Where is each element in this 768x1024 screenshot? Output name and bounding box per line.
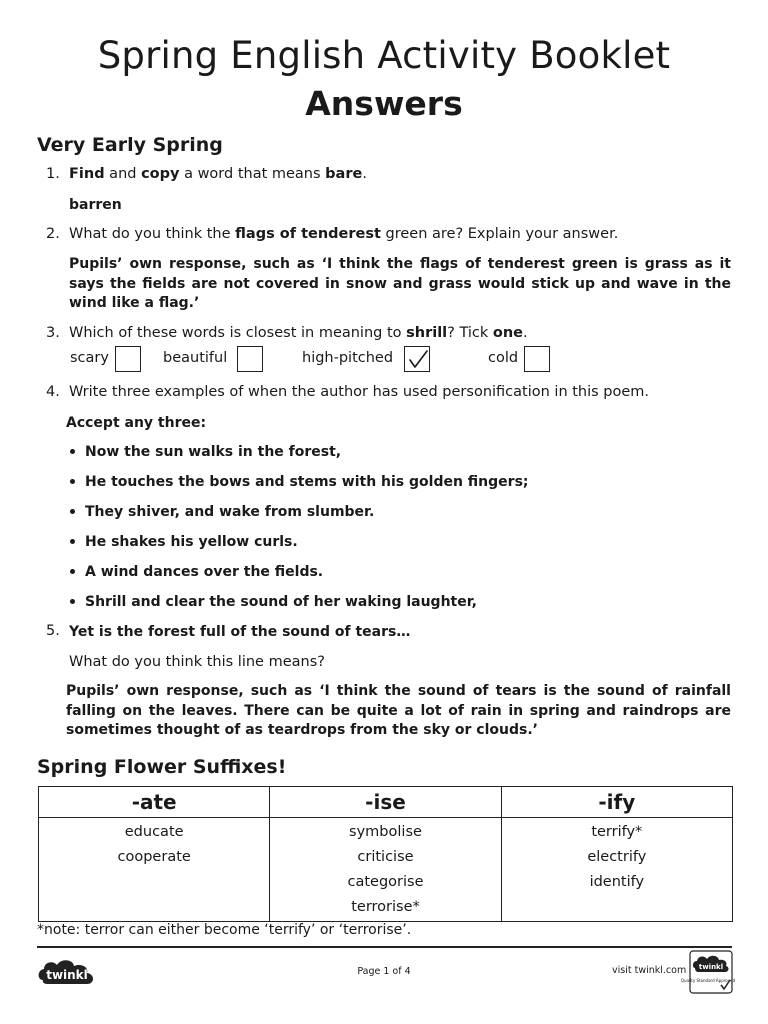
checkbox-cold[interactable] <box>524 346 550 372</box>
page-title: Spring English Activity Booklet <box>97 34 671 77</box>
column-header-ate: -ate <box>39 787 270 818</box>
question-4: Write three examples of when the author has used personification in this poem. <box>69 384 650 400</box>
quality-badge <box>680 950 736 994</box>
suffix-table <box>38 786 733 922</box>
question-5-quote: Yet is the forest full of the sound of tears… <box>69 624 411 640</box>
column-header-ify: -ify <box>501 787 732 818</box>
option-label: scary <box>70 350 109 366</box>
word: categorise <box>347 874 424 890</box>
column-ate-cell <box>39 818 270 922</box>
bullet-icon <box>70 479 75 484</box>
section-heading-very-early-spring: Very Early Spring <box>37 134 223 156</box>
table-header-row <box>39 787 733 818</box>
question-number: 3. <box>46 325 60 341</box>
word: symbolise <box>349 824 422 840</box>
footer-divider <box>37 946 732 948</box>
bullet-icon <box>70 449 75 454</box>
answer-5: Pupils’ own response, such as ‘I think the sound of tears is the sound of rainfall falling on the leaves. There can be quite a lot of rain in spring and raindrops are sometimes thought of as teardrops from the sky or clouds.’ <box>66 683 731 738</box>
visit-link[interactable]: visit twinkl.com <box>612 965 687 976</box>
section-heading-spring-flower-suffixes: Spring Flower Suffixes! <box>37 756 287 778</box>
option-label: high-pitched <box>302 350 394 366</box>
list-item: They shiver, and wake from slumber. <box>70 504 374 520</box>
tick-options <box>69 346 569 374</box>
bullet-icon <box>70 509 75 514</box>
column-header-ise: -ise <box>270 787 501 818</box>
option-label: beautiful <box>163 350 228 366</box>
question-number: 4. <box>46 384 60 400</box>
word: cooperate <box>117 849 191 865</box>
tick-mark-icon <box>405 347 431 373</box>
checkbox-high-pitched[interactable] <box>404 346 430 372</box>
bullet-icon <box>70 599 75 604</box>
answer-2: Pupils’ own response, such as ‘I think the flags of tenderest green is grass as it says the fields are not covered in snow and grass would stick up and wave in the wind like a flag.’ <box>69 256 731 311</box>
question-3: Which of these words is closest in meaning to shrill? Tick one. <box>69 325 528 341</box>
word: terrorise* <box>351 899 420 915</box>
checkbox-beautiful[interactable] <box>237 346 263 372</box>
table-row <box>39 818 733 922</box>
svg-text:twinkl: twinkl <box>46 968 88 982</box>
svg-text:twinkl: twinkl <box>698 963 724 971</box>
word: identify <box>589 874 645 890</box>
question-5: What do you think this line means? <box>69 654 325 670</box>
list-item: A wind dances over the fields. <box>70 564 323 580</box>
word: electrify <box>587 849 647 865</box>
answer-4-intro: Accept any three: <box>66 415 207 431</box>
list-item: Now the sun walks in the forest, <box>70 444 341 460</box>
list-item: Shrill and clear the sound of her waking laughter, <box>70 594 477 610</box>
page-number: Page 1 of 4 <box>357 966 411 977</box>
word: educate <box>124 824 184 840</box>
option-label: cold <box>488 350 519 366</box>
word: criticise <box>357 849 414 865</box>
list-item: He touches the bows and stems with his golden fingers; <box>70 474 529 490</box>
column-ise-cell <box>270 818 501 922</box>
column-ify-cell <box>501 818 732 922</box>
checkbox-scary[interactable] <box>115 346 141 372</box>
question-number: 5. <box>46 623 60 639</box>
svg-text:Quality Standard Approved: Quality Standard Approved <box>680 978 736 983</box>
list-item: He shakes his yellow curls. <box>70 534 298 550</box>
bullet-icon <box>70 569 75 574</box>
word: terrify* <box>591 824 643 840</box>
answer-1: barren <box>69 197 122 213</box>
question-2: What do you think the flags of tenderest green are? Explain your answer. <box>69 226 619 242</box>
page-subtitle: Answers <box>305 84 463 123</box>
question-1: Find and copy a word that means bare. <box>69 166 367 182</box>
footnote: *note: terror can either become ‘terrify’ or ‘terrorise’. <box>37 922 412 938</box>
question-number: 1. <box>46 166 60 182</box>
bullet-icon <box>70 539 75 544</box>
question-number: 2. <box>46 226 60 242</box>
